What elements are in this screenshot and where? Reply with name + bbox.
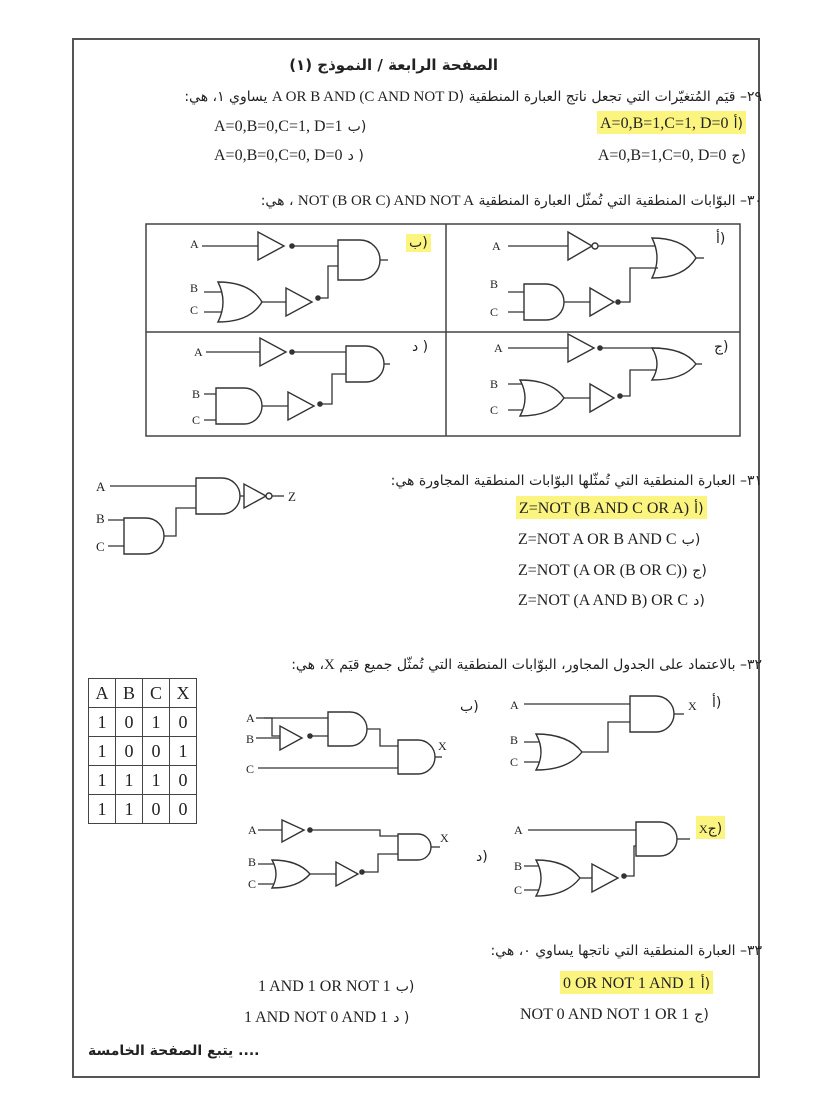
- q33-option-c[interactable]: [520, 1006, 709, 1023]
- q29-option-c-text: A=0,B=1,C=0, D=0: [597, 147, 727, 164]
- q32-c-letter: ج): [707, 821, 723, 837]
- table-cell: 1: [143, 766, 170, 795]
- q32-b-label-x: X: [438, 739, 447, 753]
- q30-expression: NOT (B OR C) AND NOT A: [297, 193, 475, 209]
- q32-b-label-b: B: [246, 732, 255, 746]
- q31-option-a-text: Z=NOT (B AND C OR A): [519, 500, 690, 517]
- or-gate: [536, 734, 582, 770]
- q32-var: X: [323, 657, 335, 673]
- q30-a-letter: أ): [716, 231, 726, 247]
- q31-option-b-letter: ب): [681, 532, 701, 548]
- q29-option-a-letter: أ): [733, 116, 743, 132]
- and-gate: [328, 712, 367, 746]
- q29-expression: A OR B AND (C AND NOT D: [271, 89, 459, 105]
- q30-b-label-c: C: [190, 303, 199, 317]
- q33-question: ٣٣– العبارة المنطقية التي ناتجها يساوي ٠، هي:: [490, 943, 762, 959]
- q32-c-label-b: B: [514, 859, 523, 873]
- q31-option-b-text: Z=NOT A OR B AND C: [518, 531, 677, 548]
- not-gate: [336, 862, 358, 886]
- q31-option-d-letter: د): [693, 593, 705, 609]
- q33-option-a-letter: أ): [700, 976, 711, 992]
- q33-option-b[interactable]: [258, 978, 414, 995]
- table-cell: 0: [170, 708, 197, 737]
- q32-c-marker: [696, 820, 725, 836]
- q31-question: ٣١– العبارة المنطقية التي تُمثّلها البوّابات المنطقية المجاورة هي:: [390, 473, 762, 489]
- q31-label-z: Z: [288, 489, 296, 504]
- table-cell: 1: [89, 766, 116, 795]
- q30-c-label-c: C: [490, 403, 499, 417]
- q30-d-letter: د ): [412, 339, 429, 355]
- table-header: C: [143, 679, 170, 708]
- q32-panel-b-circuit: [256, 712, 442, 774]
- q30-c-letter: ج): [714, 339, 729, 355]
- q33-option-d-letter: د ): [393, 1010, 410, 1026]
- table-header: B: [116, 679, 143, 708]
- q30-d-label-a: A: [194, 345, 203, 359]
- q31-label-b: B: [96, 511, 105, 526]
- q32-suffix: ، هي:: [291, 657, 324, 673]
- q33-option-c-letter: ج): [694, 1007, 709, 1023]
- q31-option-d-text: Z=NOT (A AND B) OR C: [518, 592, 689, 609]
- q33-option-a[interactable]: [560, 975, 713, 992]
- q30-d-label-b: B: [192, 387, 201, 401]
- q29-option-c-letter: ج): [731, 148, 746, 164]
- q29-suffix: يساوي ١، هي:: [184, 89, 272, 105]
- page-footer: يتبع الصفحة الخامسة ....: [88, 1043, 260, 1059]
- or-gate: [272, 860, 310, 888]
- q31-label-c: C: [96, 539, 105, 554]
- q32-d-label-x: X: [440, 831, 449, 845]
- table-header: A: [89, 679, 116, 708]
- q32-b-label-c: C: [246, 762, 255, 776]
- q30-a-label-a: A: [492, 239, 501, 253]
- q32-panel-c-circuit: [524, 822, 690, 896]
- and-gate: [630, 696, 674, 732]
- table-cell: 0: [143, 795, 170, 824]
- table-cell: 1: [116, 766, 143, 795]
- q30-b-letter: ب): [406, 234, 431, 252]
- q30-c-label-b: B: [490, 377, 499, 391]
- q32-d-label-c: C: [248, 877, 257, 891]
- table-header: X: [170, 679, 197, 708]
- q30-d-label-c: C: [192, 413, 201, 427]
- q29-prefix: ٢٩– قيَم المُتغيّرات التي تجعل ناتج العبارة المنطقية (: [458, 89, 762, 105]
- q33-option-c-text: NOT 0 AND NOT 1 OR 1: [520, 1006, 690, 1023]
- q32-d-label-a: A: [248, 823, 257, 837]
- q32-d-label-b: B: [248, 855, 257, 869]
- q32-b-letter: ب): [460, 699, 479, 715]
- page-header: الصفحة الرابعة / النموذج (١): [289, 56, 498, 74]
- and-gate: [398, 740, 435, 774]
- q31-option-c-text: Z=NOT (A OR (B OR C)): [518, 562, 688, 579]
- not-gate: [282, 820, 304, 842]
- q30-suffix: ، هي:: [260, 193, 298, 209]
- table-cell: 1: [89, 795, 116, 824]
- q30-c-label-a: A: [494, 341, 503, 355]
- q29-option-b-text: A=0,B=0,C=1, D=1: [214, 118, 343, 135]
- q29-option-b-letter: ب): [347, 119, 367, 135]
- table-cell: 0: [170, 795, 197, 824]
- q32-panel-a-circuit: [524, 696, 684, 770]
- and-gate: [398, 834, 431, 860]
- q31-label-a: A: [96, 479, 106, 494]
- q33-option-b-text: 1 AND 1 OR NOT 1: [258, 978, 391, 995]
- table-cell: 1: [170, 737, 197, 766]
- q30-a-label-b: B: [490, 277, 499, 291]
- not-gate: [280, 726, 302, 750]
- table-cell: 1: [143, 708, 170, 737]
- q29-option-d-text: A=0,B=0,C=0, D=0: [214, 147, 343, 164]
- q33-option-b-letter: ب): [395, 979, 415, 995]
- q33-option-d-text: 1 AND NOT 0 AND 1: [244, 1009, 389, 1026]
- table-cell: 1: [89, 737, 116, 766]
- q32-a-letter: أ): [712, 695, 722, 711]
- q30-prefix: ٣٠– البوّابات المنطقية التي تُمثّل العبارة المنطقية: [474, 193, 762, 209]
- q32-c-label-x: X: [699, 822, 708, 836]
- q31-option-a-letter: أ): [694, 501, 704, 517]
- q32-c-label-a: A: [514, 823, 523, 837]
- q29-option-a-text: A=0,B=1,C=1, D=0: [600, 115, 729, 132]
- table-cell: 0: [143, 737, 170, 766]
- q30-b-label-b: B: [190, 281, 199, 295]
- not-gate: [592, 864, 618, 892]
- q32-a-label-c: C: [510, 755, 519, 769]
- table-cell: 0: [170, 766, 197, 795]
- q32-a-label-b: B: [510, 733, 519, 747]
- q33-option-a-text: 0 OR NOT 1 AND 1: [563, 975, 696, 992]
- q32-d-letter: د): [476, 849, 488, 865]
- q32-a-label-x: X: [688, 699, 697, 713]
- q33-option-d[interactable]: [244, 1009, 409, 1026]
- table-cell: 1: [89, 708, 116, 737]
- q32-panel-d-circuit: [258, 820, 440, 888]
- q29-option-d-letter: د ): [347, 148, 364, 164]
- table-cell: 0: [116, 708, 143, 737]
- table-cell: 1: [116, 795, 143, 824]
- q32-a-label-a: A: [510, 698, 519, 712]
- q32-prefix: ٣٢– بالاعتماد على الجدول المجاور، البوّابات المنطقية التي تُمثّل جميع قيَم: [334, 657, 762, 673]
- q30-a-label-c: C: [490, 305, 499, 319]
- table-cell: 0: [116, 737, 143, 766]
- q30-b-label-a: A: [190, 237, 199, 251]
- q32-b-label-a: A: [246, 711, 255, 725]
- and-gate: [636, 822, 677, 856]
- or-gate: [536, 860, 580, 896]
- q32-c-label-c: C: [514, 883, 523, 897]
- q31-option-c-letter: ج): [692, 563, 707, 579]
